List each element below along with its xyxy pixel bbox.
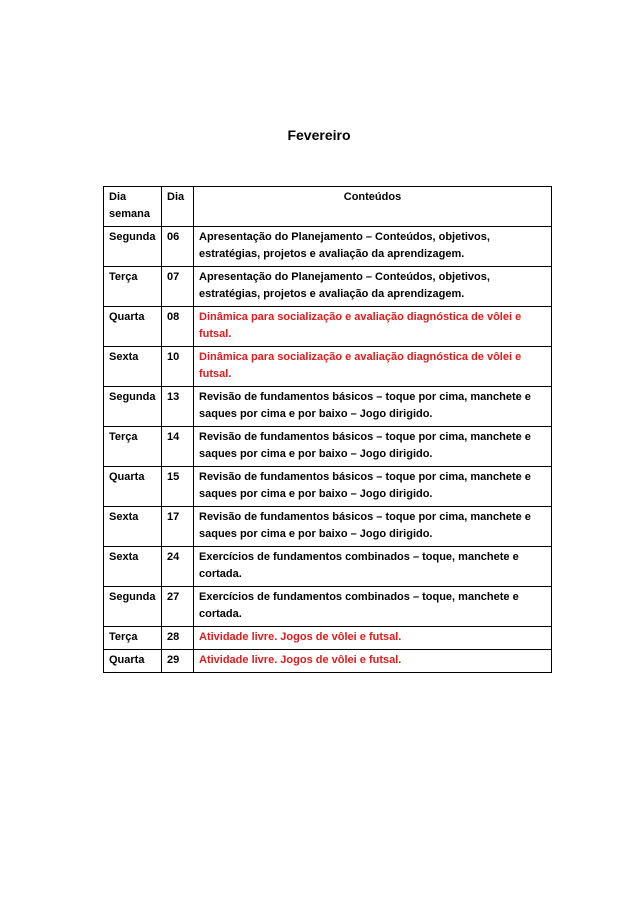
row-dia: 14: [162, 427, 194, 467]
row-dia-semana: Segunda: [104, 387, 162, 427]
header-dia-semana: Dia semana: [104, 187, 162, 227]
table-row: [104, 627, 552, 650]
header-dia: Dia: [162, 187, 194, 227]
row-dia-semana: Quarta: [104, 650, 162, 673]
row-dia-semana: Sexta: [104, 547, 162, 587]
row-dia-semana: Segunda: [104, 227, 162, 267]
table-row: [104, 227, 552, 267]
row-dia: 06: [162, 227, 194, 267]
row-dia: 10: [162, 347, 194, 387]
table-row: [104, 587, 552, 627]
row-dia-semana: Terça: [104, 427, 162, 467]
row-conteudo: Exercícios de fundamentos combinados – toque, manchete e cortada.: [194, 587, 552, 627]
row-dia: 08: [162, 307, 194, 347]
row-dia: 15: [162, 467, 194, 507]
row-dia-semana: Terça: [104, 267, 162, 307]
table-body: [104, 227, 552, 673]
row-conteudo: Apresentação do Planejamento – Conteúdos, objetivos, estratégias, projetos e avaliação da aprendizagem.: [194, 227, 552, 267]
schedule-table: [103, 186, 552, 673]
row-conteudo: Revisão de fundamentos básicos – toque por cima, manchete e saques por cima e por baixo – Jogo dirigido.: [194, 387, 552, 427]
row-dia-semana: Sexta: [104, 507, 162, 547]
table-row: [104, 650, 552, 673]
row-dia: 28: [162, 627, 194, 650]
row-dia: 27: [162, 587, 194, 627]
row-conteudo: Exercícios de fundamentos combinados – toque, manchete e cortada.: [194, 547, 552, 587]
row-conteudo: Dinâmica para socialização e avaliação diagnóstica de vôlei e futsal.: [194, 307, 552, 347]
row-conteudo: Revisão de fundamentos básicos – toque por cima, manchete e saques por cima e por baixo – Jogo dirigido.: [194, 507, 552, 547]
row-conteudo: Atividade livre. Jogos de vôlei e futsal.: [194, 627, 552, 650]
row-conteudo: Atividade livre. Jogos de vôlei e futsal.: [194, 650, 552, 673]
row-dia-semana: Sexta: [104, 347, 162, 387]
row-conteudo: Dinâmica para socialização e avaliação diagnóstica de vôlei e futsal.: [194, 347, 552, 387]
table-header-row: [104, 187, 552, 227]
row-conteudo: Revisão de fundamentos básicos – toque por cima, manchete e saques por cima e por baixo – Jogo dirigido.: [194, 427, 552, 467]
table-row: [104, 307, 552, 347]
page-title: Fevereiro: [287, 127, 351, 143]
header-conteudos: Conteúdos: [194, 187, 552, 227]
row-dia: 17: [162, 507, 194, 547]
row-dia: 29: [162, 650, 194, 673]
table-row: [104, 467, 552, 507]
row-conteudo: Apresentação do Planejamento – Conteúdos, objetivos, estratégias, projetos e avaliação da aprendizagem.: [194, 267, 552, 307]
row-dia: 24: [162, 547, 194, 587]
table-row: [104, 347, 552, 387]
table-row: [104, 507, 552, 547]
table-row: [104, 387, 552, 427]
table-row: [104, 267, 552, 307]
row-dia: 07: [162, 267, 194, 307]
row-dia-semana: Terça: [104, 627, 162, 650]
table-row: [104, 547, 552, 587]
row-dia-semana: Quarta: [104, 307, 162, 347]
table-row: [104, 427, 552, 467]
row-conteudo: Revisão de fundamentos básicos – toque por cima, manchete e saques por cima e por baixo – Jogo dirigido.: [194, 467, 552, 507]
row-dia: 13: [162, 387, 194, 427]
row-dia-semana: Quarta: [104, 467, 162, 507]
row-dia-semana: Segunda: [104, 587, 162, 627]
